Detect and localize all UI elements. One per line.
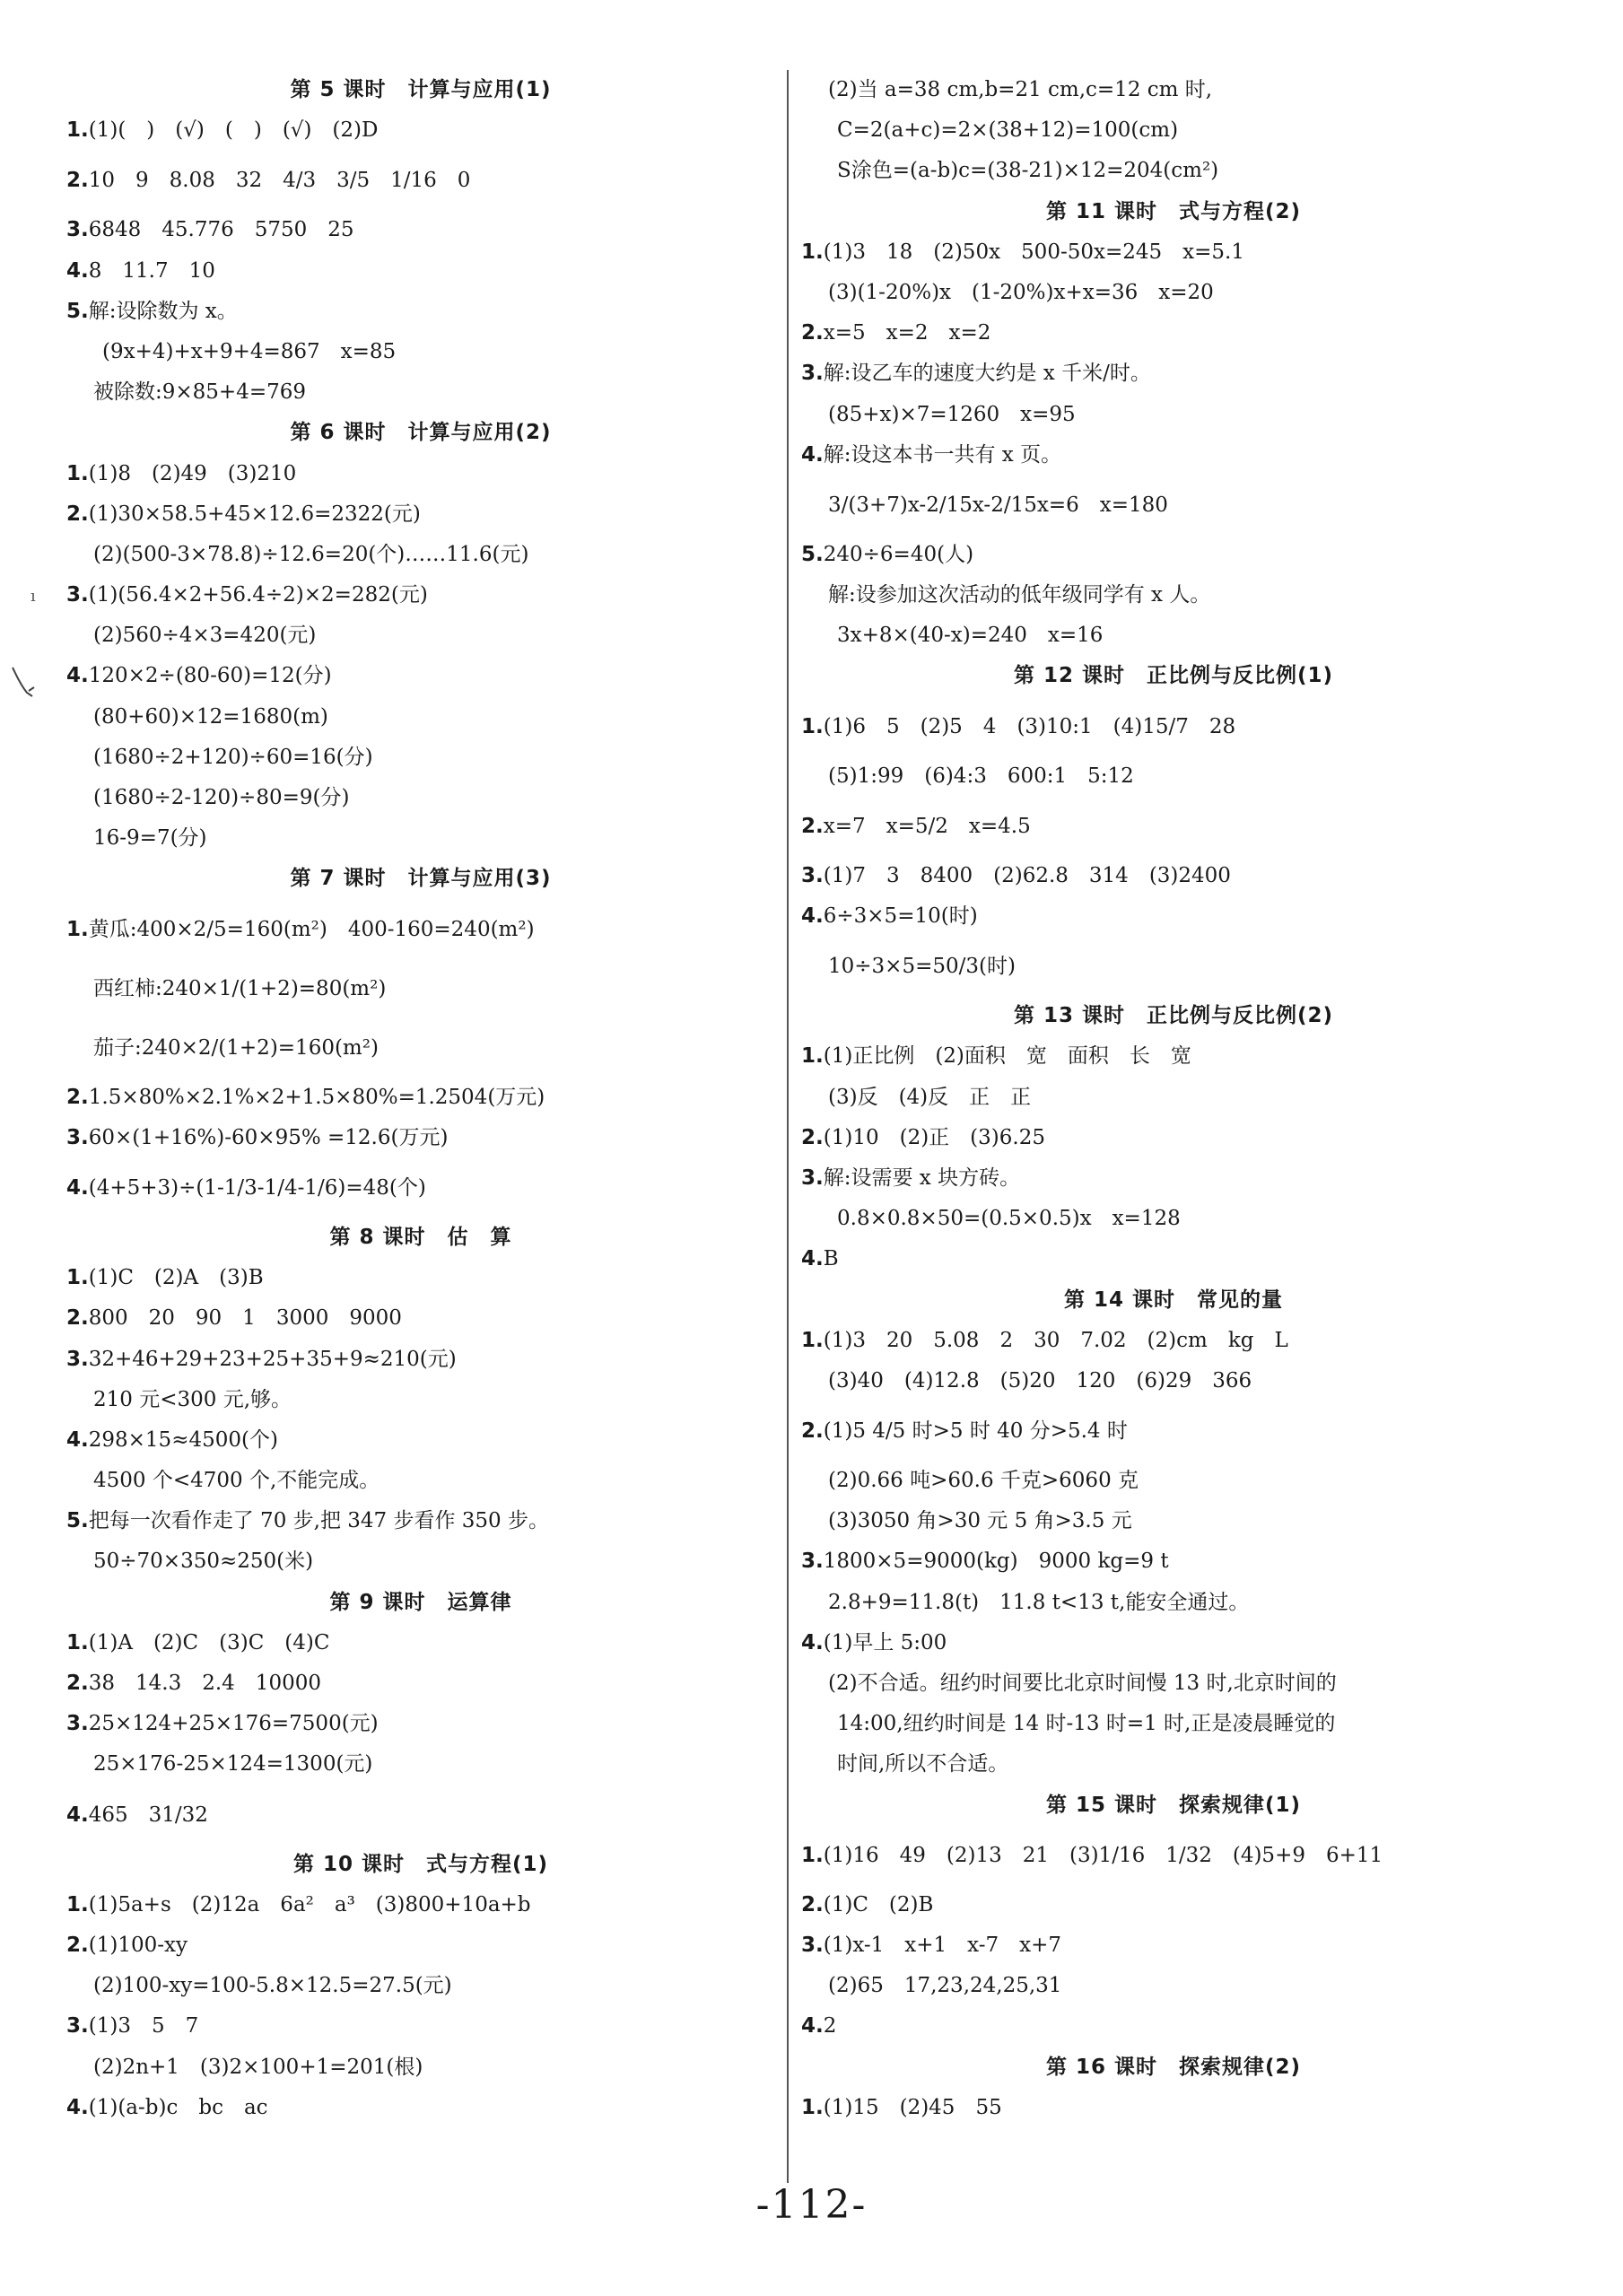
answer-line	[801, 856, 1546, 896]
question-number: 3.	[66, 1347, 89, 1371]
answer-text: (3)反 (4)反 正 正	[828, 1085, 1032, 1109]
answer-line	[66, 1158, 775, 1218]
question-number: 1.	[801, 240, 824, 264]
question-number: 1.	[66, 461, 89, 485]
question-number: 4.	[801, 2014, 824, 2038]
answer-line	[66, 332, 775, 372]
answer-text: 8 11.7 10	[88, 258, 215, 283]
answer-line	[801, 2088, 1546, 2128]
lesson-title: 第 12 课时 正比例与反比例(1)	[1013, 664, 1334, 688]
answer-text: 黄瓜:400×2/5=160(m²) 400-160=240(m²)	[88, 917, 535, 941]
question-number: 3.	[801, 1550, 824, 1574]
question-number: 3.	[66, 1125, 89, 1149]
answer-line	[801, 896, 1546, 937]
answer-text: (1)100-xy	[88, 1933, 188, 1957]
answer-text: 6848 45.776 5750 25	[88, 218, 354, 242]
answer-line	[801, 1461, 1546, 1501]
answer-line	[801, 1541, 1546, 1582]
answer-line	[801, 232, 1546, 273]
question-number: 4.	[66, 664, 89, 688]
lesson-heading	[66, 1583, 775, 1623]
answer-text: (4+5+3)÷(1-1/3-1/4-1/6)=48(个)	[88, 1175, 426, 1200]
answer-line	[801, 1663, 1546, 1704]
answer-line	[801, 1158, 1546, 1199]
question-number: 3.	[801, 1933, 824, 1957]
lesson-heading	[801, 192, 1546, 232]
answer-text: (2)当 a=38 cm,b=21 cm,c=12 cm 时,	[828, 78, 1213, 101]
answer-line	[66, 535, 775, 575]
answer-line	[66, 2088, 775, 2128]
answer-line	[66, 1501, 775, 1541]
question-number: 1.	[801, 1044, 824, 1069]
answer-text: (1)正比例 (2)面积 宽 面积 长 宽	[823, 1044, 1191, 1069]
answer-line	[801, 1036, 1546, 1077]
question-number: 1.	[801, 1843, 824, 1867]
question-number: 1.	[66, 917, 89, 941]
answer-line	[801, 756, 1546, 797]
answer-line	[66, 1420, 775, 1461]
answer-text: S涂色=(a-b)c=(38-21)×12=204(cm²)	[837, 159, 1219, 183]
answer-line	[66, 110, 775, 151]
answer-line	[66, 1461, 775, 1501]
answer-line	[801, 1118, 1546, 1158]
answer-text: 240÷6=40(人)	[823, 542, 974, 566]
question-number: 3.	[801, 362, 824, 386]
answer-text: (1680÷2-120)÷80=9(分)	[93, 786, 350, 809]
answer-line	[66, 1663, 775, 1704]
answer-text: 3x+8×(40-x)=240 x=16	[837, 624, 1104, 648]
answer-text: 6÷3×5=10(时)	[823, 904, 978, 928]
answer-line	[801, 313, 1546, 354]
answer-line	[66, 454, 775, 494]
lesson-title: 第 16 课时 探索规律(2)	[1045, 2055, 1302, 2079]
answer-line	[801, 1239, 1546, 1279]
lesson-heading	[801, 996, 1546, 1036]
answer-text: 0.8×0.8×50=(0.5×0.5)x x=128	[837, 1207, 1181, 1231]
answer-line	[801, 395, 1546, 435]
answer-text: 解:设除数为 x。	[88, 299, 238, 323]
question-number: 4.	[801, 1247, 824, 1271]
answer-text: 210 元<300 元,够。	[93, 1387, 292, 1411]
answer-text: 50÷70×350≈250(米)	[93, 1550, 314, 1574]
answer-text: (3)(1-20%)x (1-20%)x+x=36 x=20	[828, 280, 1214, 304]
answer-text: (3)40 (4)12.8 (5)20 120 (6)29 366	[828, 1368, 1252, 1392]
answer-text: 1800×5=9000(kg) 9000 kg=9 t	[823, 1550, 1169, 1574]
lesson-heading	[66, 859, 775, 899]
answer-text: (1)5a+s (2)12a 6a² a³ (3)800+10a+b	[88, 1892, 531, 1916]
answer-text: (1)(56.4×2+56.4÷2)×2=282(元)	[88, 583, 428, 607]
answer-line	[801, 476, 1546, 535]
answer-text: (1)x-1 x+1 x-7 x+7	[823, 1933, 1062, 1957]
question-number: 2.	[801, 1125, 824, 1149]
answer-text: 16-9=7(分)	[93, 826, 207, 851]
question-number: 1.	[801, 2095, 824, 2119]
right-answer-column	[801, 70, 1546, 2128]
answer-line	[801, 797, 1546, 856]
answer-text: (1)A (2)C (3)C (4)C	[88, 1630, 330, 1654]
answer-line	[801, 2006, 1546, 2047]
lesson-heading	[66, 70, 775, 110]
question-number: 3.	[801, 863, 824, 887]
answer-text: (1)7 3 8400 (2)62.8 314 (3)2400	[823, 863, 1231, 887]
answer-text: 120×2÷(80-60)=12(分)	[88, 664, 332, 688]
lesson-heading	[801, 1785, 1546, 1826]
answer-text: (85+x)×7=1260 x=95	[828, 402, 1076, 426]
answer-text: 3/(3+7)x-2/15x-2/15x=6 x=180	[828, 493, 1168, 517]
lesson-title: 第 11 课时 式与方程(2)	[1045, 199, 1302, 223]
answer-line	[801, 273, 1546, 313]
lesson-title: 第 13 课时 正比例与反比例(2)	[1013, 1004, 1334, 1028]
answer-line	[801, 151, 1546, 191]
answer-line	[801, 1744, 1546, 1785]
question-number: 1.	[801, 714, 824, 738]
answer-text: (1)30×58.5+45×12.6=2322(元)	[88, 502, 421, 526]
answer-line	[801, 1501, 1546, 1541]
answer-text: 32+46+29+23+25+35+9≈210(元)	[88, 1347, 457, 1371]
answer-line	[66, 778, 775, 818]
lesson-heading	[801, 1280, 1546, 1321]
lesson-title: 第 6 课时 计算与应用(2)	[290, 421, 552, 445]
answer-line	[801, 1925, 1546, 1966]
question-number: 4.	[66, 258, 89, 283]
answer-line	[66, 1966, 775, 2006]
answer-text: (1)8 (2)49 (3)210	[88, 461, 297, 485]
question-number: 1.	[66, 1892, 89, 1916]
answer-line	[66, 818, 775, 859]
answer-text: 2	[823, 2014, 837, 2038]
answer-text: B	[823, 1247, 839, 1271]
question-number: 2.	[801, 814, 824, 838]
answer-line	[66, 1078, 775, 1118]
question-number: 4.	[801, 442, 824, 467]
lesson-title: 第 5 课时 计算与应用(1)	[290, 78, 552, 101]
answer-text: 465 31/32	[88, 1803, 208, 1827]
answer-text: (1)10 (2)正 (3)6.25	[823, 1125, 1045, 1149]
answer-text: x=5 x=2 x=2	[823, 321, 991, 345]
answer-line	[801, 1078, 1546, 1118]
answer-line	[66, 1018, 775, 1078]
answer-line	[801, 435, 1546, 476]
question-number: 4.	[66, 1427, 89, 1452]
answer-line	[801, 697, 1546, 756]
question-number: 3.	[66, 218, 89, 242]
answer-line	[66, 959, 775, 1018]
answer-text: (2)560÷4×3=420(元)	[93, 624, 317, 648]
answer-text: (3)3050 角>30 元 5 角>3.5 元	[828, 1509, 1132, 1533]
answer-line	[801, 1704, 1546, 1744]
answer-line	[801, 615, 1546, 656]
answer-text: (5)1:99 (6)4:3 600:1 5:12	[828, 764, 1134, 788]
answer-text: 解:设需要 x 块方砖。	[823, 1165, 1021, 1190]
answer-line	[66, 1118, 775, 1158]
answer-line	[66, 1744, 775, 1785]
answer-line	[801, 110, 1546, 151]
answer-text: 4500 个<4700 个,不能完成。	[93, 1469, 380, 1493]
question-number: 4.	[801, 1630, 824, 1654]
lesson-title: 第 10 课时 式与方程(1)	[292, 1852, 549, 1876]
answer-text: 800 20 90 1 3000 9000	[88, 1306, 402, 1331]
answer-text: (2)(500-3×78.8)÷12.6=20(个)……11.6(元)	[93, 542, 529, 566]
answer-text: (80+60)×12=1680(m)	[93, 704, 328, 729]
question-number: 3.	[801, 1165, 824, 1190]
answer-line	[66, 1704, 775, 1744]
question-number: 5.	[66, 299, 89, 323]
answer-line	[66, 1785, 775, 1845]
question-number: 5.	[801, 542, 824, 566]
answer-line	[66, 1623, 775, 1663]
question-number: 1.	[801, 1328, 824, 1352]
question-number: 2.	[66, 169, 89, 193]
question-number: 5.	[66, 1509, 89, 1533]
answer-text: (1)3 20 5.08 2 30 7.02 (2)cm kg L	[823, 1328, 1288, 1352]
answer-text: 60×(1+16%)-60×95% =12.6(万元)	[88, 1125, 449, 1149]
answer-text: 茄子:240×2/(1+2)=160(m²)	[93, 1035, 379, 1060]
answer-line	[66, 615, 775, 656]
answer-line	[801, 535, 1546, 575]
left-answer-column	[66, 70, 775, 2128]
answer-line	[66, 494, 775, 535]
answer-text: 西红柿:240×1/(1+2)=80(m²)	[93, 976, 387, 1000]
lesson-title: 第 9 课时 运算律	[329, 1590, 512, 1614]
question-number: 2.	[66, 1085, 89, 1109]
answer-line	[66, 251, 775, 292]
answer-line	[66, 1258, 775, 1298]
answer-line	[66, 210, 775, 250]
answer-line	[801, 1321, 1546, 1361]
answer-text: (1)5 4/5 时>5 时 40 分>5.4 时	[823, 1419, 1128, 1444]
answer-text: (1)C (2)A (3)B	[88, 1266, 264, 1290]
answer-text: (2)不合适。纽约时间要比北京时间慢 13 时,北京时间的	[828, 1672, 1337, 1695]
answer-text: 25×176-25×124=1300(元)	[93, 1752, 373, 1777]
margin-scribble	[11, 666, 38, 702]
lesson-title: 第 14 课时 常见的量	[1063, 1288, 1284, 1312]
answer-text: (1)3 18 (2)50x 500-50x=245 x=5.1	[823, 240, 1244, 264]
question-number: 2.	[801, 1419, 824, 1444]
question-number: 3.	[66, 1712, 89, 1736]
answer-text: 解:设参加这次活动的低年级同学有 x 人。	[828, 583, 1211, 607]
answer-text: (2)65 17,23,24,25,31	[828, 1974, 1062, 1998]
answer-text: 1.5×80%×2.1%×2+1.5×80%=1.2504(万元)	[88, 1085, 545, 1109]
answer-line	[801, 1885, 1546, 1925]
answer-line	[66, 575, 775, 615]
question-number: 1.	[66, 118, 89, 143]
answer-line	[801, 1623, 1546, 1663]
question-number: 2.	[801, 321, 824, 345]
question-number: 2.	[801, 1892, 824, 1916]
answer-text: 被除数:9×85+4=769	[93, 380, 306, 405]
question-number: 4.	[66, 1803, 89, 1827]
answer-text: (1)16 49 (2)13 21 (3)1/16 1/32 (4)5+9 6+11	[823, 1843, 1383, 1867]
answer-text: (1)3 5 7	[88, 2014, 199, 2038]
page-number: -112-	[755, 2182, 868, 2228]
question-number: 2.	[66, 502, 89, 526]
question-number: 1.	[66, 1630, 89, 1654]
answer-text: C=2(a+c)=2×(38+12)=100(cm)	[837, 118, 1179, 143]
question-number: 4.	[66, 2095, 89, 2119]
column-divider	[787, 70, 789, 2183]
answer-text: 10÷3×5=50/3(时)	[828, 955, 1016, 979]
answer-line	[801, 354, 1546, 394]
answer-text: 14:00,纽约时间是 14 时-13 时=1 时,正是凌晨睡觉的	[837, 1712, 1336, 1736]
answer-line	[801, 937, 1546, 996]
answer-line	[801, 1826, 1546, 1885]
lesson-heading	[66, 413, 775, 453]
answer-line	[66, 738, 775, 778]
answer-line	[66, 1885, 775, 1925]
answer-text: 25×124+25×176=7500(元)	[88, 1712, 379, 1736]
answer-text: 10 9 8.08 32 4/3 3/5 1/16 0	[88, 169, 471, 193]
answer-text: 时间,所以不合适。	[837, 1752, 1009, 1777]
margin-mark: ı	[31, 587, 36, 606]
answer-text: (1680÷2+120)÷60=16(分)	[93, 745, 373, 769]
answer-text: x=7 x=5/2 x=4.5	[823, 814, 1031, 838]
answer-text: 把每一次看作走了 70 步,把 347 步看作 350 步。	[88, 1509, 549, 1533]
answer-line	[66, 2047, 775, 2088]
lesson-heading	[66, 1845, 775, 1885]
answer-text: (1)(a-b)c bc ac	[88, 2095, 268, 2119]
question-number: 3.	[66, 2014, 89, 2038]
answer-line	[66, 372, 775, 413]
answer-text: (2)2n+1 (3)2×100+1=201(根)	[93, 2055, 423, 2079]
answer-text: (1)早上 5:00	[823, 1630, 947, 1654]
answer-line	[66, 292, 775, 332]
answer-line	[66, 1925, 775, 1966]
lesson-heading	[66, 1218, 775, 1258]
answer-line	[66, 656, 775, 696]
answer-text: (1)6 5 (2)5 4 (3)10:1 (4)15/7 28	[823, 714, 1236, 738]
lesson-heading	[801, 2047, 1546, 2088]
question-number: 2.	[66, 1672, 89, 1695]
answer-line	[801, 575, 1546, 615]
answer-line	[801, 1583, 1546, 1623]
answer-text: 2.8+9=11.8(t) 11.8 t<13 t,能安全通过。	[828, 1590, 1250, 1614]
lesson-heading	[801, 656, 1546, 696]
question-number: 2.	[66, 1306, 89, 1331]
answer-line	[801, 1361, 1546, 1401]
answer-text: (1)( ) (√) ( ) (√) (2)D	[88, 118, 379, 143]
answer-line	[66, 900, 775, 959]
answer-line	[801, 1966, 1546, 2006]
answer-line	[66, 1298, 775, 1339]
question-number: 2.	[66, 1933, 89, 1957]
answer-text: 解:设乙车的速度大约是 x 千米/时。	[823, 362, 1151, 386]
answer-text: 298×15≈4500(个)	[88, 1427, 278, 1452]
answer-text: (2)0.66 吨>60.6 千克>6060 克	[828, 1469, 1139, 1493]
answer-line	[801, 70, 1546, 110]
lesson-title: 第 15 课时 探索规律(1)	[1045, 1793, 1302, 1817]
answer-text: (9x+4)+x+9+4=867 x=85	[102, 339, 397, 363]
answer-text: (2)100-xy=100-5.8×12.5=27.5(元)	[93, 1974, 452, 1998]
question-number: 4.	[66, 1175, 89, 1200]
answer-line	[66, 151, 775, 210]
answer-text: (1)C (2)B	[823, 1892, 934, 1916]
answer-line	[66, 1380, 775, 1420]
question-number: 1.	[66, 1266, 89, 1290]
answer-text: (1)15 (2)45 55	[823, 2095, 1002, 2119]
lesson-title: 第 7 课时 计算与应用(3)	[290, 867, 552, 891]
answer-line	[66, 697, 775, 738]
answer-line	[801, 1199, 1546, 1239]
answer-line	[66, 2006, 775, 2047]
answer-line	[66, 1541, 775, 1582]
answer-line	[66, 1340, 775, 1380]
lesson-title: 第 8 课时 估 算	[329, 1225, 512, 1249]
answer-line	[801, 1401, 1546, 1461]
answer-text: 解:设这本书一共有 x 页。	[823, 442, 1062, 467]
answer-text: 38 14.3 2.4 10000	[88, 1672, 321, 1695]
question-number: 3.	[66, 583, 89, 607]
question-number: 4.	[801, 904, 824, 928]
